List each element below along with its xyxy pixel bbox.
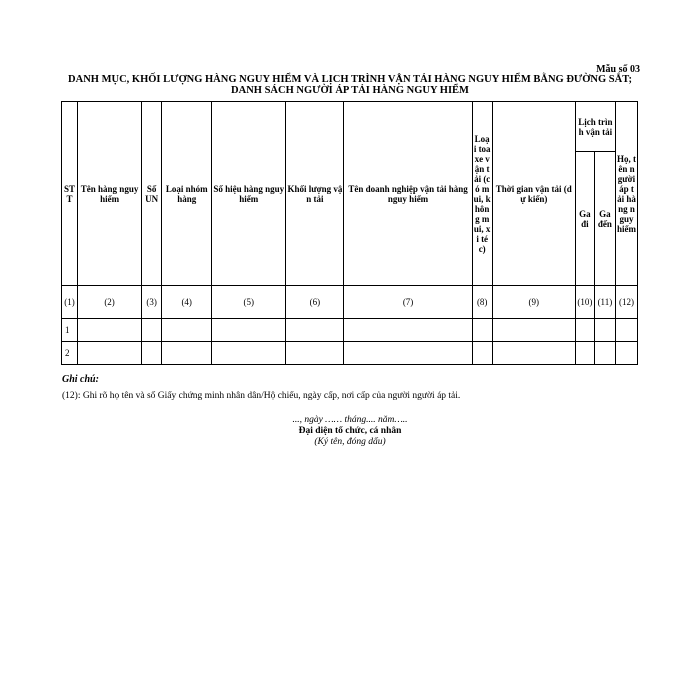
table-cell — [344, 319, 472, 342]
col-number: (3) — [142, 286, 162, 319]
table-cell — [594, 319, 615, 342]
table-cell — [142, 342, 162, 365]
dangerous-goods-table — [61, 101, 638, 365]
header-ten-hang: Tên hàng nguy hiểm — [78, 102, 142, 286]
table-cell — [162, 342, 212, 365]
table-cell — [615, 319, 637, 342]
title-line-1: DANH MỤC, KHỐI LƯỢNG HÀNG NGUY HIỂM VÀ LỊCH TRÌNH VẬN TẢI HÀNG NGUY HIỂM BẰNG ĐƯỜNG SẮT; — [68, 74, 632, 85]
table-cell — [575, 319, 594, 342]
note-text: (12): Ghi rõ họ tên và số Giấy chứng minh nhân dân/Hộ chiếu, ngày cấp, nơi cấp của người người áp tải. — [62, 391, 461, 401]
header-loai-nhom: Loại nhóm hàng — [162, 102, 212, 286]
signature-hint: (Ký tên, đóng dấu) — [314, 437, 386, 447]
signature-date-line: ..., ngày …… tháng.... năm….. — [292, 415, 408, 425]
col-number: (9) — [492, 286, 575, 319]
col-number: (1) — [62, 286, 78, 319]
col-number: (2) — [78, 286, 142, 319]
col-number: (4) — [162, 286, 212, 319]
table-cell — [472, 342, 492, 365]
col-number: (8) — [472, 286, 492, 319]
table-cell — [212, 319, 286, 342]
header-ho-ten: Họ, tên người áp tải hàng nguy hiểm — [615, 102, 637, 286]
header-thoi-gian: Thời gian vận tải (dự kiến) — [492, 102, 575, 286]
document-title — [60, 74, 640, 96]
header-ga-den: Ga đến — [594, 152, 615, 286]
table-cell — [286, 319, 344, 342]
col-number: (7) — [344, 286, 472, 319]
signature-representative: Đại diện tổ chức, cá nhân — [298, 426, 402, 436]
table-row — [62, 342, 638, 365]
table-cell — [492, 342, 575, 365]
table-cell — [78, 319, 142, 342]
col-number: (12) — [615, 286, 637, 319]
header-so-un: Số UN — [142, 102, 162, 286]
header-so-hieu: Số hiệu hàng nguy hiểm — [212, 102, 286, 286]
col-number: (11) — [594, 286, 615, 319]
table-row — [62, 319, 638, 342]
table-cell — [472, 319, 492, 342]
note-label: Ghi chú: — [62, 374, 99, 385]
table-cell — [78, 342, 142, 365]
table-cell — [492, 319, 575, 342]
table-cell — [344, 342, 472, 365]
col-number: (6) — [286, 286, 344, 319]
title-line-2: DANH SÁCH NGƯỜI ÁP TẢI HÀNG NGUY HIỂM — [231, 85, 469, 96]
header-ten-doanh-nghiep: Tên doanh nghiệp vận tải hàng nguy hiểm — [344, 102, 472, 286]
col-number: (10) — [575, 286, 594, 319]
header-lich-trinh: Lịch trình vận tải — [575, 102, 615, 152]
table-cell — [286, 342, 344, 365]
row-index: 2 — [62, 342, 78, 365]
header-ga-di: Ga đi — [575, 152, 594, 286]
header-loai-toa: Loại toa xe vận tải (có mui, không mui, xi téc) — [472, 102, 492, 286]
table-cell — [575, 342, 594, 365]
form-number: Mẫu số 03 — [596, 64, 640, 75]
header-stt: STT — [62, 102, 78, 286]
header-khoi-luong: Khối lượng vận tải — [286, 102, 344, 286]
column-number-row — [62, 286, 638, 319]
table-cell — [162, 319, 212, 342]
col-number: (5) — [212, 286, 286, 319]
row-index: 1 — [62, 319, 78, 342]
table-cell — [142, 319, 162, 342]
table-cell — [594, 342, 615, 365]
signature-block — [200, 415, 500, 448]
table-cell — [615, 342, 637, 365]
table-cell — [212, 342, 286, 365]
